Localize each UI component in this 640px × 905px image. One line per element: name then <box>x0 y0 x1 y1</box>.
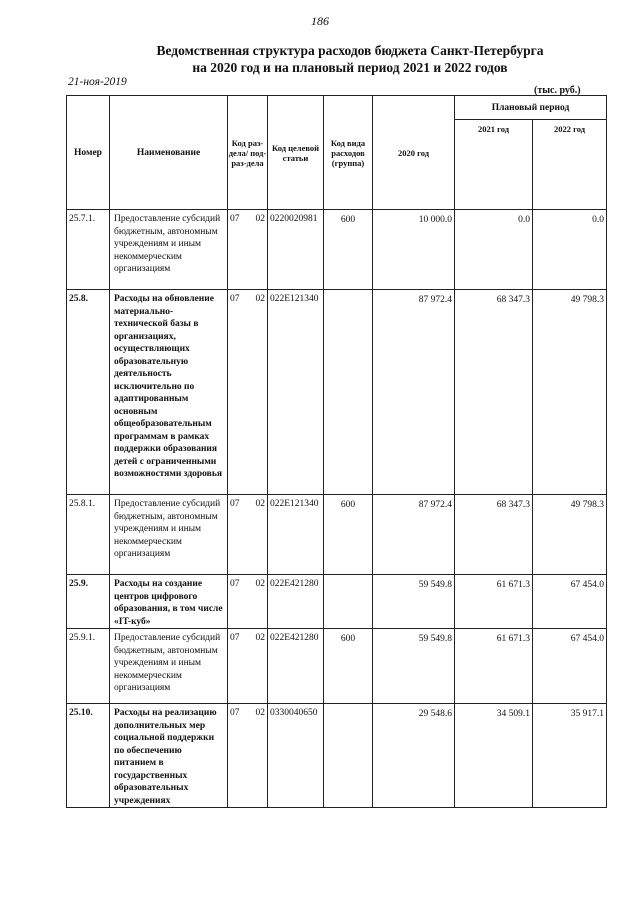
row-section <box>228 495 268 575</box>
row-2022: 49 798.3 <box>533 495 607 575</box>
header-2020: 2020 год <box>373 96 455 210</box>
table-row <box>67 704 607 808</box>
razdel-code: 07 <box>230 708 240 718</box>
razdel-code: 07 <box>230 294 240 304</box>
document-title <box>60 42 640 76</box>
row-expense-type <box>324 575 373 629</box>
row-expense-type: 600 <box>324 629 373 704</box>
units-label: (тыс. руб.) <box>534 85 581 96</box>
row-number: 25.8. <box>67 290 110 495</box>
row-section <box>228 704 268 808</box>
podrazdel-code: 02 <box>255 499 265 509</box>
header-target: Код целевой статьи <box>268 96 324 210</box>
row-2020: 29 548.6 <box>373 704 455 808</box>
document-date: 21-ноя-2019 <box>68 76 127 88</box>
row-2022: 49 798.3 <box>533 290 607 495</box>
row-target-code: 0330040650 <box>268 704 324 808</box>
header-planned-period: Плановый период <box>455 96 607 120</box>
table-row <box>67 495 607 575</box>
podrazdel-code: 02 <box>255 633 265 643</box>
page-number: 186 <box>311 14 329 28</box>
title-line-1: Ведомственная структура расходов бюджета Санкт-Петербурга <box>156 43 544 58</box>
row-number: 25.10. <box>67 704 110 808</box>
podrazdel-code: 02 <box>255 708 265 718</box>
header-2021: 2021 год <box>455 120 533 210</box>
row-name: Расходы на реализацию дополнительных мер социальной поддержки по обеспечению питанием в государственных образовательных учреждениях <box>110 704 228 808</box>
row-number: 25.9.1. <box>67 629 110 704</box>
row-2020: 10 000.0 <box>373 210 455 290</box>
row-target-code: 022E421280 <box>268 629 324 704</box>
table-row <box>67 575 607 629</box>
budget-table <box>66 95 607 808</box>
podrazdel-code: 02 <box>255 579 265 589</box>
header-expense-type: Код вида расходов (группа) <box>324 96 373 210</box>
row-2021: 68 347.3 <box>455 495 533 575</box>
row-section <box>228 290 268 495</box>
header-2022: 2022 год <box>533 120 607 210</box>
header-section: Код раз-дела/ под-раз-дела <box>228 96 268 210</box>
row-name: Предоставление субсидий бюджетным, автономным учреждениям и иным некоммерческим организациям <box>110 629 228 704</box>
row-2022: 35 917.1 <box>533 704 607 808</box>
row-2022: 0.0 <box>533 210 607 290</box>
razdel-code: 07 <box>230 633 240 643</box>
row-expense-type: 600 <box>324 210 373 290</box>
row-section <box>228 575 268 629</box>
header-number: Номер <box>67 96 110 210</box>
row-target-code: 022E121340 <box>268 290 324 495</box>
row-target-code: 022E421280 <box>268 575 324 629</box>
row-number: 25.9. <box>67 575 110 629</box>
row-name: Предоставление субсидий бюджетным, автономным учреждениям и иным некоммерческим организациям <box>110 495 228 575</box>
row-target-code: 022E121340 <box>268 495 324 575</box>
razdel-code: 07 <box>230 499 240 509</box>
razdel-code: 07 <box>230 579 240 589</box>
table-row <box>67 629 607 704</box>
row-target-code: 0220020981 <box>268 210 324 290</box>
row-2021: 68 347.3 <box>455 290 533 495</box>
row-2021: 61 671.3 <box>455 629 533 704</box>
razdel-code: 07 <box>230 214 240 224</box>
row-expense-type <box>324 704 373 808</box>
row-2021: 61 671.3 <box>455 575 533 629</box>
row-name: Расходы на обновление материально-технической базы в организациях, осуществляющих образовательную деятельность исключительно по адаптированным основным общеобразовательным программам в рамках поддержки образования детей с ограниченными возможностями здоровья <box>110 290 228 495</box>
row-section <box>228 629 268 704</box>
row-2022: 67 454.0 <box>533 629 607 704</box>
row-name: Расходы на создание центров цифрового образования, в том числе «IT-куб» <box>110 575 228 629</box>
row-2020: 59 549.8 <box>373 575 455 629</box>
title-line-2: на 2020 год и на плановый период 2021 и 2022 годов <box>192 60 508 75</box>
row-name: Предоставление субсидий бюджетным, автономным учреждениям и иным некоммерческим организациям <box>110 210 228 290</box>
row-2021: 0.0 <box>455 210 533 290</box>
table-row <box>67 290 607 495</box>
row-number: 25.7.1. <box>67 210 110 290</box>
podrazdel-code: 02 <box>255 214 265 224</box>
podrazdel-code: 02 <box>255 294 265 304</box>
row-expense-type <box>324 290 373 495</box>
row-expense-type: 600 <box>324 495 373 575</box>
header-name: Наименование <box>110 96 228 210</box>
row-2021: 34 509.1 <box>455 704 533 808</box>
table-row <box>67 210 607 290</box>
row-2020: 59 549.8 <box>373 629 455 704</box>
row-2020: 87 972.4 <box>373 290 455 495</box>
row-number: 25.8.1. <box>67 495 110 575</box>
row-section <box>228 210 268 290</box>
row-2020: 87 972.4 <box>373 495 455 575</box>
row-2022: 67 454.0 <box>533 575 607 629</box>
